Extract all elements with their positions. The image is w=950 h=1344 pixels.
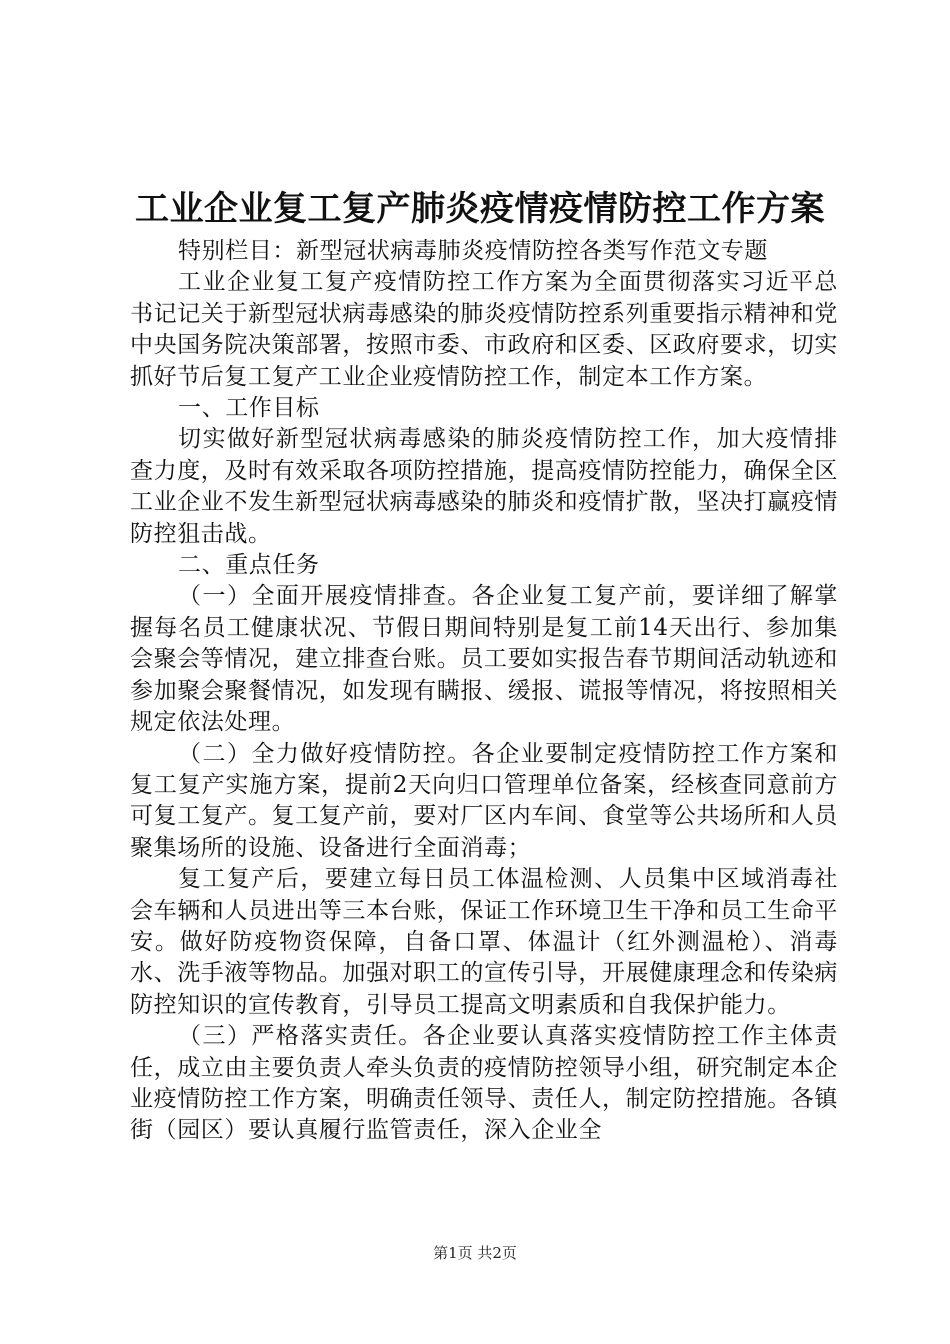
paragraph-task-2-continued: 复工复产后，要建立每日员工体温检测、人员集中区域消毒社会车辆和人员进出等三本台账，保证工作环境卫生干净和员工生命平安。做好防疫物资保障，自备口罩、体温计（红外测温枪）、消毒水、洗手液等物品。加强对职工的宣传引导，开展健康理念和传染病防控知识的宣传教育，引导员工提高文明素质和自我保护能力。 bbox=[130, 866, 838, 1018]
paragraph-task-1: （一）全面开展疫情排查。各企业复工复产前，要详细了解掌握每名员工健康状况、节假日期间特别是复工前14天出行、参加集会聚会等情况，建立排查台账。员工要如实报告春节期间活动轨迹和参加聚会聚餐情况，如发现有瞒报、缓报、谎报等情况，将按照相关规定依法处理。 bbox=[130, 583, 838, 736]
document-title: 工业企业复工复产肺炎疫情疫情防控工作方案 bbox=[135, 189, 825, 229]
page-footer: 第1页 共2页 bbox=[433, 1244, 517, 1262]
paragraph-intro: 工业企业复工复产疫情防控工作方案为全面贯彻落实习近平总书记记关于新型冠状病毒感染的肺炎疫情防控系列重要指示精神和党中央国务院决策部署，按照市委、市政府和区委、区政府要求，切实抓好节后复工复产工业企业疫情防控工作，制定本工作方案。 bbox=[130, 269, 838, 390]
paragraph-goals: 切实做好新型冠状病毒感染的肺炎疫情防控工作，加大疫情排查力度，及时有效采取各项防控措施，提高疫情防控能力，确保全区工业企业不发生新型冠状病毒感染的肺炎和疫情扩散，坚决打赢疫情防控狙击战。 bbox=[130, 426, 838, 547]
section-heading-goals: 一、工作目标 bbox=[178, 395, 320, 422]
section-heading-tasks: 二、重点任务 bbox=[178, 552, 320, 579]
paragraph-special-column: 特别栏目：新型冠状病毒肺炎疫情防控各类写作范文专题 bbox=[178, 238, 768, 264]
paragraph-task-3: （三）严格落实责任。各企业要认真落实疫情防控工作主体责任，成立由主要负责人牵头负责的疫情防控领导小组，研究制定本企业疫情防控工作方案，明确责任领导、责任人，制定防控措施。各镇街（园区）要认真履行监管责任，深入企业全 bbox=[130, 1023, 838, 1144]
paragraph-task-2: （二）全力做好疫情防控。各企业要制定疫情防控工作方案和复工复产实施方案，提前2天向归口管理单位备案，经核查同意前方可复工复产。复工复产前，要对厂区内车间、食堂等公共场所和人员聚集场所的设施、设备进行全面消毒； bbox=[130, 740, 838, 861]
document-body bbox=[130, 236, 838, 1147]
